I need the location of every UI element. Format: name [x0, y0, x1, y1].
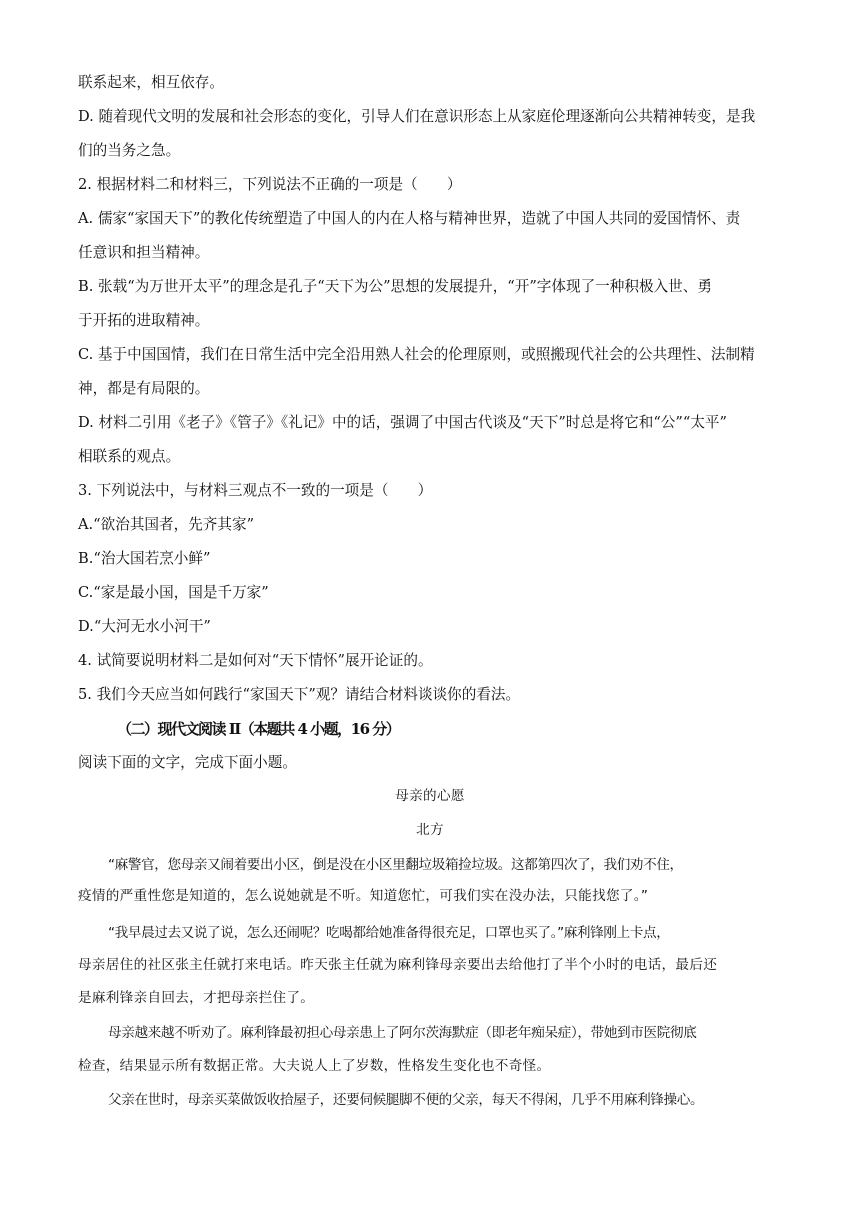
q2-option-c: C. 基于中国国情，我们在日常生活中完全沿用熟人社会的伦理原则，或照搬现代社会的公共理性、法制精 — [78, 346, 755, 363]
paragraph-2-line-3: 是麻利锋亲自回去，才把母亲拦住了。 — [78, 990, 315, 1006]
paragraph-3-line-2: 检查，结果显示所有数据正常。大夫说人上了岁数，性格发生变化也不奇怪。 — [78, 1058, 551, 1074]
q2-option-b-continuation: 于开拓的进取精神。 — [78, 312, 210, 329]
q1-option-d-continuation: 们的当务之急。 — [78, 142, 181, 159]
q2-option-c-continuation: 神，都是有局限的。 — [78, 380, 210, 397]
q3-option-a: A.“欲治其国者，先齐其家” — [78, 516, 255, 533]
q1-option-d: D. 随着现代文明的发展和社会形态的变化，引导人们在意识形态上从家庭伦理逐渐向公共精神转变，是我 — [78, 108, 756, 125]
q2-option-d-continuation: 相联系的观点。 — [78, 448, 181, 465]
q2-option-a-continuation: 任意识和担当精神。 — [78, 244, 210, 261]
paragraph-2-line-2: 母亲居住的社区张主任就打来电话。昨天张主任就为麻利锋母亲要出去给他打了半个小时的电话，最后还 — [78, 957, 718, 973]
story-author: 北方 — [416, 822, 444, 838]
q2-option-a: A. 儒家“家国天下”的教化传统塑造了中国人的内在人格与精神世界，造就了中国人共同的爱国情怀、责 — [78, 210, 741, 227]
paragraph-4-line-1: 父亲在世时，母亲买菜做饭收拾屋子，还要伺候腿脚不便的父亲，每天不得闲，几乎不用麻利锋操心。 — [108, 1092, 704, 1108]
reading-instruction: 阅读下面的文字，完成下面小题。 — [78, 754, 297, 771]
q2-option-d: D. 材料二引用《老子》《管子》《礼记》中的话，强调了中国古代谈及“天下”时总是将它和“公”“太平” — [78, 414, 727, 431]
option-d-continuation: 联系起来，相互依存。 — [78, 74, 224, 91]
paragraph-2-line-1: “我早晨过去又说了说，怎么还闹呢？吃喝都给她准备得很充足，口罩也买了。”麻利锋刚上卡点， — [108, 925, 670, 941]
question-4: 4. 试简要说明材料二是如何对“天下情怀”展开论证的。 — [78, 652, 433, 669]
paragraph-3-line-1: 母亲越来越不听劝了。麻利锋最初担心母亲患上了阿尔茨海默症（即老年痴呆症），带她到市医院彻底 — [108, 1025, 697, 1041]
section-heading: （二）现代文阅读 II（本题共 4 小题，16 分） — [117, 720, 400, 738]
q2-option-b: B. 张载“为万世开太平”的理念是孔子“天下为公”思想的发展提升，“开”字体现了一种积极入世、勇 — [78, 278, 712, 295]
q3-option-c: C.“家是最小国，国是千万家” — [78, 584, 269, 601]
question-5: 5. 我们今天应当如何践行“家国天下”观？请结合材料谈谈你的看法。 — [78, 686, 521, 703]
paragraph-1-line-2: 疫情的严重性您是知道的，怎么说她就是不听。知道您忙，可我们实在没办法，只能找您了。” — [78, 888, 649, 904]
question-3: 3. 下列说法中，与材料三观点不一致的一项是（ ） — [78, 482, 433, 499]
paragraph-1-line-1: “麻警官，您母亲又闹着要出小区，倒是没在小区里翻垃圾箱捡垃圾。这都第四次了，我们劝不住， — [108, 857, 683, 873]
story-title: 母亲的心愿 — [395, 788, 465, 804]
question-2: 2. 根据材料二和材料三，下列说法不正确的一项是（ ） — [78, 176, 462, 193]
q3-option-b: B.“治大国若烹小鲜” — [78, 550, 211, 567]
q3-option-d: D.“大河无水小河干” — [78, 618, 211, 635]
